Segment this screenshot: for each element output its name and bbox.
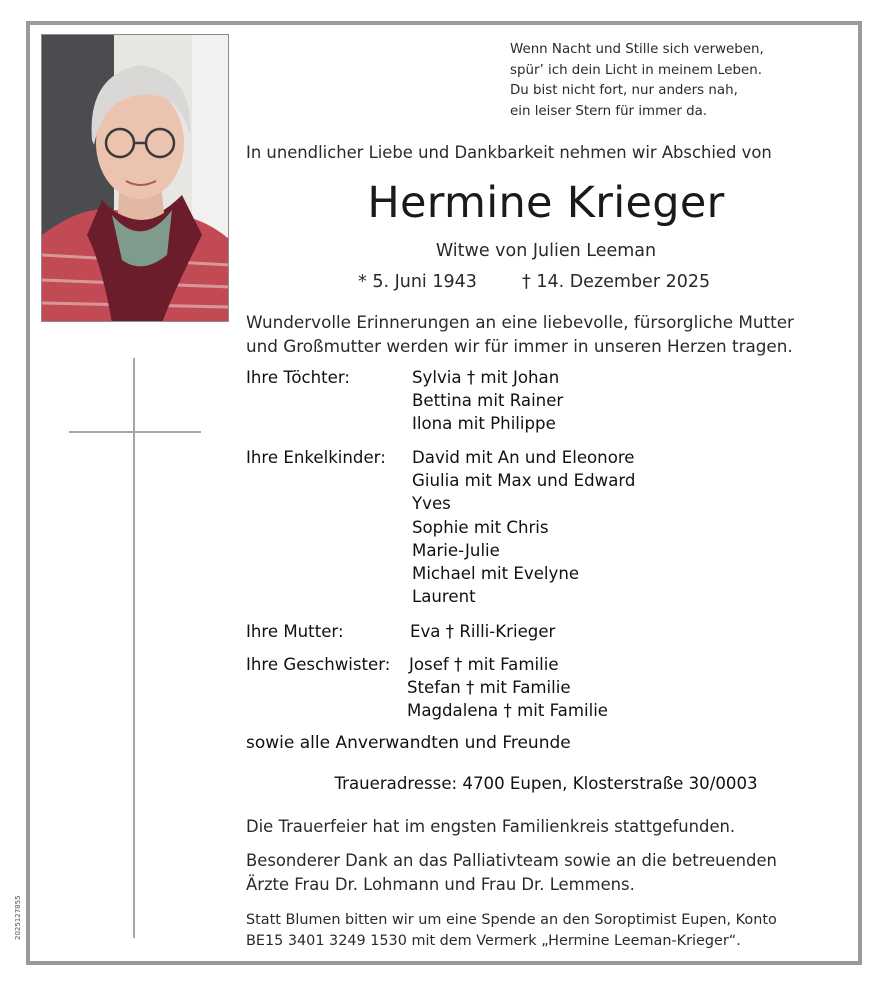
relatives-line: sowie alle Anverwandten und Freunde	[246, 733, 571, 753]
family-name: Yves	[412, 494, 451, 514]
donation-text	[246, 910, 846, 951]
mourning-address: Traueradresse: 4700 Eupen, Klosterstraße 30/0003	[334, 774, 758, 793]
deceased-name: Hermine Krieger	[367, 178, 725, 228]
donation-line: BE15 3401 3249 1530 mit dem Vermerk „Hermine Leeman-Krieger“.	[246, 932, 741, 949]
family-name: Sylvia † mit Johan	[412, 368, 560, 387]
donation-line: Statt Blumen bitten wir um eine Spende an den Soroptimist Eupen, Konto	[246, 912, 777, 928]
memory-line: Wundervolle Erinnerungen an eine liebevolle, fürsorgliche Mutter	[246, 312, 794, 332]
family-names	[407, 653, 608, 723]
poem-line: ein leiser Stern für immer da.	[510, 103, 708, 119]
thanks-line: Ärzte Frau Dr. Lohmann und Frau Dr. Lemmens.	[246, 875, 635, 894]
thanks-line: Besonderer Dank an das Palliativteam sowie an die betreuenden	[246, 851, 777, 870]
family-name: Michael mit Evelyne	[412, 564, 580, 584]
cross-vertical-bar	[133, 358, 135, 938]
intro-text: In unendlicher Liebe und Dankbarkeit nehmen wir Abschied von	[246, 143, 772, 162]
birth-date: * 5. Juni 1943	[358, 272, 477, 292]
ceremony-text	[246, 815, 846, 839]
family-names	[410, 620, 555, 643]
family-names	[412, 366, 563, 436]
poem-line: Du bist nicht fort, nur anders nah,	[510, 83, 738, 98]
cross-horizontal-bar	[69, 431, 201, 433]
family-name: Sophie mit Chris	[412, 517, 549, 537]
family-name: Laurent	[412, 587, 476, 607]
poem-line: spür’ ich dein Licht in meinem Leben.	[510, 62, 762, 78]
family-name: Stefan † mit Familie	[407, 678, 571, 698]
family-label: Ihre Geschwister:	[246, 655, 391, 674]
death-date: † 14. Dezember 2025	[522, 272, 711, 292]
poem	[510, 40, 840, 122]
family-name: Eva † Rilli-Krieger	[410, 622, 556, 641]
thanks-text	[246, 849, 846, 897]
portrait-illustration	[42, 35, 229, 322]
family-name: David mit An und Eleonore	[412, 448, 635, 467]
serial-number: 2025127855	[14, 895, 22, 940]
family-label: Ihre Töchter:	[246, 368, 350, 387]
family-name: Marie-Julie	[412, 540, 500, 560]
family-label: Ihre Mutter:	[246, 622, 344, 641]
ceremony-line: Die Trauerfeier hat im engsten Familienkreis stattgefunden.	[246, 817, 736, 836]
family-names	[412, 446, 635, 608]
memory-text	[246, 310, 846, 358]
memory-line: und Großmutter werden wir für immer in unseren Herzen tragen.	[246, 336, 793, 356]
family-name: Giulia mit Max und Edward	[412, 471, 636, 491]
family-name: Bettina mit Rainer	[412, 391, 564, 411]
family-label: Ihre Enkelkinder:	[246, 448, 386, 467]
family-name: Magdalena † mit Familie	[407, 701, 609, 721]
widow-of: Witwe von Julien Leeman	[435, 241, 657, 261]
poem-line: Wenn Nacht und Stille sich verweben,	[510, 42, 764, 57]
family-name: Ilona mit Philippe	[412, 414, 556, 434]
family-name: Josef † mit Familie	[409, 655, 559, 674]
portrait-photo	[41, 34, 229, 322]
